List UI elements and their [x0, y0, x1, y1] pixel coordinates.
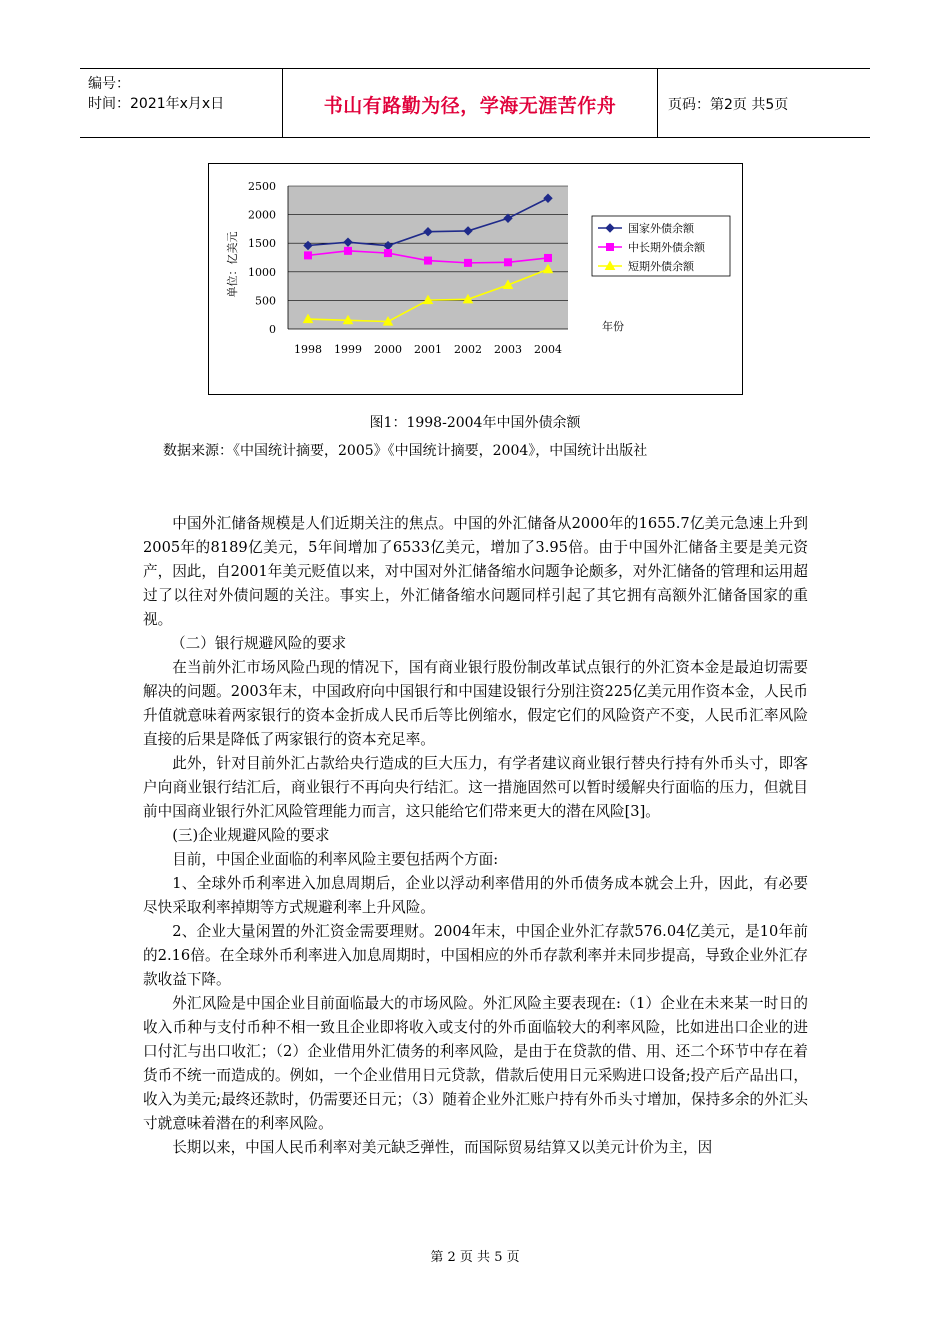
- series-2-point: [385, 250, 392, 257]
- paragraph: 长期以来，中国人民币利率对美元缺乏弹性，而国际贸易结算又以美元计价为主，因: [172, 1139, 713, 1156]
- figure-source: 数据来源：《中国统计摘要，2005》《中国统计摘要，2004》，中国统计出版社: [163, 443, 648, 459]
- x-tick-label: 2002: [454, 343, 482, 356]
- x-tick-label: 2001: [414, 343, 442, 356]
- doc-time-label: 时间：2021年x月x日: [88, 96, 225, 112]
- figure-caption: 图1：1998-2004年中国外债余额: [369, 415, 581, 431]
- header-meta-cell: [80, 69, 283, 137]
- paragraph: 中国外汇储备规模是人们近期关注的焦点。中国的外汇储备从2000年的1655.7亿美元急速上升到2005年的8189亿美元，5年间增加了6533亿美元，增加了3.95倍。由于中国外汇储备主要是美元资产，因此，自2001年美元贬值以来，对中国对外汇储备缩水问题争论颇多，对外汇储备的管理和运用超过了以往对外债问题的关注。事实上，外汇储备缩水问题同样引起了其它拥有高额外汇储备国家的重视。: [143, 515, 808, 628]
- y-axis-label: 单位：亿美元: [226, 231, 239, 298]
- series-2-point: [545, 254, 552, 261]
- paragraph: 在当前外汇市场风险凸现的情况下，国有商业银行股份制改革试点银行的外汇资本金是最迫切需要解决的问题。2003年末，中国政府向中国银行和中国建设银行分别注资225亿美元用作资本金，人民币升值就意味着两家银行的资本金折成人民币后等比例缩水，假定它们的风险资产不变，人民币汇率风险直接的后果是降低了两家银行的资本充足率。: [143, 659, 808, 748]
- x-tick-label: 1999: [334, 343, 362, 356]
- page-header: [80, 68, 870, 138]
- x-tick-label: 2004: [534, 343, 562, 356]
- paragraph: 此外，针对目前外汇占款给央行造成的巨大压力，有学者建议商业银行替央行持有外币头寸，即客户向商业银行结汇后，商业银行不再向央行结汇。这一措施固然可以暂时缓解央行面临的压力，但就目前中国商业银行外汇风险管理能力而言，这只能给它们带来更大的潜在风险[3]。: [143, 755, 808, 820]
- series-2-point: [465, 259, 472, 266]
- paragraph: 2、企业大量闲置的外汇资金需要理财。2004年末，中国企业外汇存款576.04亿美元，是10年前的2.16倍。在全球外币利率进入加息周期时，中国相应的外币存款利率并未同步提高，导致企业外汇存款收益下降。: [143, 923, 808, 988]
- legend-entry: 国家外债余额: [628, 222, 694, 235]
- y-tick-label: 500: [255, 294, 276, 308]
- body-text: [143, 512, 808, 1160]
- page-footer: 第 2 页 共 5 页: [430, 1250, 520, 1265]
- debt-chart: [208, 163, 743, 395]
- series-2-point: [505, 259, 512, 266]
- section-heading: （二）银行规避风险的要求: [171, 635, 347, 652]
- series-2-point: [425, 257, 432, 264]
- series-2-point: [345, 247, 352, 254]
- x-axis-label: 年份: [602, 320, 624, 333]
- x-tick-label: 2003: [494, 343, 522, 356]
- y-tick-label: 2500: [248, 180, 276, 193]
- legend-entry: 短期外债余额: [628, 260, 694, 273]
- paragraph: 目前，中国企业面临的利率风险主要包括两个方面:: [172, 851, 499, 868]
- paragraph: 1、全球外币利率进入加息周期后，企业以浮动利率借用的外币债务成本就会上升，因此，有必要尽快采取利率掉期等方式规避利率上升风险。: [143, 875, 808, 916]
- y-tick-label: 1000: [248, 265, 276, 279]
- doc-number-label: 编号：: [88, 76, 130, 92]
- header-page-info: 页码：第2页 共5页: [668, 97, 789, 113]
- y-tick-label: 2000: [248, 208, 276, 222]
- x-tick-label: 2000: [374, 343, 402, 356]
- y-tick-label: 0: [269, 323, 276, 336]
- x-tick-label: 1998: [294, 343, 322, 356]
- series-2-point: [305, 252, 312, 259]
- legend-entry: 中长期外债余额: [628, 241, 705, 254]
- y-tick-label: 1500: [248, 237, 276, 251]
- header-motto-cell: [283, 69, 658, 137]
- debt-chart-svg: [209, 164, 744, 396]
- paragraph: 外汇风险是中国企业目前面临最大的市场风险。外汇风险主要表现在:（1）企业在未来某一时日的收入币种与支付币种不相一致且企业即将收入或支付的外币面临较大的利率风险，比如进出口企业的进口付汇与出口收汇；（2）企业借用外汇债务的利率风险，是由于在贷款的借、用、还二个环节中存在着货币不统一而造成的。例如，一个企业借用日元贷款，借款后使用日元采购进口设备;投产后产品出口，收入为美元;最终还款时，仍需要还日元；（3）随着企业外汇账户持有外币头寸增加，保持多余的外汇头寸就意味着潜在的利率风险。: [143, 995, 808, 1132]
- section-heading: (三)企业规避风险的要求: [172, 827, 330, 844]
- legend-swatch-point: [607, 244, 614, 251]
- header-motto: 书山有路勤为径，学海无涯苦作舟: [323, 95, 617, 117]
- header-page-cell: [658, 69, 870, 137]
